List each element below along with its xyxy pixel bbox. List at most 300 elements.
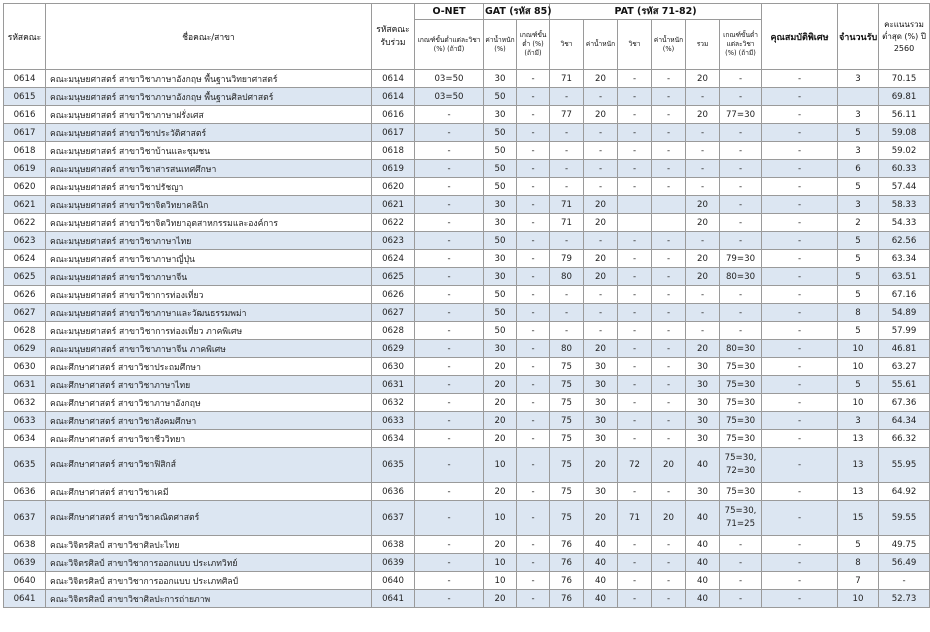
cell-pat-min: 75=30, 71=25 [720,501,762,536]
cell-gat-min: - [517,340,550,358]
table-row [4,196,930,214]
cell-faculty-name: คณะวิจิตรศิลป์ สาขาวิชาการออกแบบ ประเภทวิทย์ [46,554,372,572]
cell-gat-weight: 50 [484,160,517,178]
cell-gat-min: - [517,394,550,412]
cell-pat-weight-1: 20 [584,70,618,88]
cell-gat-weight: 50 [484,142,517,160]
cell-pat-weight-2 [652,214,686,232]
cell-pat-weight-2: - [652,394,686,412]
cell-gat-min: - [517,70,550,88]
cell-seats: 3 [838,70,879,88]
cell-pat-subject-1: - [550,124,584,142]
cell-faculty-code: 0615 [4,88,46,106]
cell-pat-min: 75=30 [720,483,762,501]
cell-pat-min: 77=30 [720,106,762,124]
cell-onet-min: - [415,376,484,394]
cell-onet-min: - [415,106,484,124]
cell-pat-weight-2: - [652,322,686,340]
cell-pat-weight-2: - [652,268,686,286]
cell-faculty-code: 0627 [4,304,46,322]
cell-gat-min: - [517,214,550,232]
cell-pat-subject-1: - [550,286,584,304]
cell-gat-weight: 20 [484,483,517,501]
cell-pat-subject-1: - [550,322,584,340]
cell-min-score: 54.89 [879,304,930,322]
cell-pat-total: 40 [686,572,720,590]
cell-pat-subject-2: - [618,340,652,358]
cell-seats: 3 [838,196,879,214]
cell-pat-subject-2: - [618,250,652,268]
cell-gat-weight: 50 [484,124,517,142]
cell-pat-weight-1: 40 [584,572,618,590]
cell-gat-min: - [517,304,550,322]
cell-pat-weight-2: - [652,142,686,160]
cell-pat-weight-1: 30 [584,412,618,430]
cell-gat-weight: 20 [484,394,517,412]
cell-gat-min: - [517,554,550,572]
cell-pat-weight-1: - [584,124,618,142]
cell-gat-min: - [517,160,550,178]
cell-pat-weight-2: - [652,358,686,376]
cell-pat-subject-2: - [618,358,652,376]
cell-pat-total: 40 [686,448,720,483]
cell-pat-subject-2: - [618,178,652,196]
cell-pat-min: 75=30 [720,430,762,448]
cell-special: - [762,554,838,572]
header-pat-total: รวม [686,20,720,70]
cell-pat-subject-2: - [618,376,652,394]
cell-gat-min: - [517,590,550,608]
cell-pat-weight-2: - [652,483,686,501]
cell-special: - [762,232,838,250]
cell-pat-subject-2: 72 [618,448,652,483]
cell-special: - [762,483,838,501]
cell-pat-weight-1: - [584,322,618,340]
cell-faculty-code: 0640 [4,572,46,590]
cell-admit-code: 0620 [372,178,415,196]
cell-faculty-code: 0636 [4,483,46,501]
cell-admit-code: 0617 [372,124,415,142]
cell-admit-code: 0627 [372,304,415,322]
cell-pat-min: 75=30 [720,412,762,430]
cell-gat-weight: 20 [484,430,517,448]
cell-gat-weight: 10 [484,572,517,590]
cell-special: - [762,322,838,340]
cell-faculty-code: 0618 [4,142,46,160]
cell-pat-subject-1: 76 [550,590,584,608]
cell-special: - [762,536,838,554]
cell-onet-min: - [415,358,484,376]
cell-seats: 13 [838,483,879,501]
cell-pat-total: 40 [686,590,720,608]
header-faculty-code: รหัสคณะ [4,4,46,70]
cell-faculty-code: 0641 [4,590,46,608]
cell-faculty-code: 0635 [4,448,46,483]
cell-pat-subject-1: 76 [550,572,584,590]
cell-faculty-name: คณะศึกษาศาสตร์ สาขาวิชาฟิสิกส์ [46,448,372,483]
cell-pat-min: - [720,232,762,250]
cell-faculty-name: คณะศึกษาศาสตร์ สาขาวิชาชีววิทยา [46,430,372,448]
cell-seats: 5 [838,232,879,250]
cell-faculty-code: 0623 [4,232,46,250]
cell-admit-code: 0628 [372,322,415,340]
cell-admit-code: 0614 [372,70,415,88]
cell-pat-min: - [720,536,762,554]
cell-pat-subject-2: - [618,394,652,412]
cell-pat-total: 30 [686,483,720,501]
cell-special: - [762,178,838,196]
cell-gat-min: - [517,196,550,214]
cell-admit-code: 0638 [372,536,415,554]
cell-pat-subject-1: 75 [550,501,584,536]
cell-seats: 10 [838,394,879,412]
table-row [4,394,930,412]
cell-pat-subject-1: 77 [550,106,584,124]
table-row [4,536,930,554]
cell-seats [838,88,879,106]
cell-pat-subject-1: 75 [550,448,584,483]
cell-min-score: 62.56 [879,232,930,250]
cell-pat-subject-1: 75 [550,394,584,412]
cell-admit-code: 0631 [372,376,415,394]
cell-admit-code: 0621 [372,196,415,214]
cell-seats: 5 [838,250,879,268]
cell-pat-subject-2 [618,196,652,214]
cell-pat-total: 40 [686,501,720,536]
header-pat-subject-2: วิชา [618,20,652,70]
table-row [4,501,930,536]
cell-special: - [762,412,838,430]
cell-faculty-name: คณะมนุษยศาสตร์ สาขาวิชาภาษาจีน [46,268,372,286]
cell-faculty-code: 0626 [4,286,46,304]
cell-gat-weight: 10 [484,554,517,572]
cell-faculty-code: 0632 [4,394,46,412]
cell-faculty-name: คณะวิจิตรศิลป์ สาขาวิชาศิลปะไทย [46,536,372,554]
cell-pat-weight-2: - [652,124,686,142]
cell-pat-weight-2: - [652,376,686,394]
table-row [4,124,930,142]
cell-pat-subject-2: - [618,106,652,124]
cell-special: - [762,160,838,178]
cell-pat-total: 30 [686,412,720,430]
header-pat-weight-1: ค่าน้ำหนัก [584,20,618,70]
cell-onet-min: - [415,536,484,554]
cell-admit-code: 0619 [372,160,415,178]
cell-special: - [762,358,838,376]
cell-min-score: 64.34 [879,412,930,430]
cell-pat-weight-1: 30 [584,430,618,448]
cell-pat-total: 40 [686,536,720,554]
cell-pat-total: - [686,322,720,340]
cell-pat-min: 79=30 [720,250,762,268]
cell-pat-total: - [686,178,720,196]
cell-gat-min: - [517,501,550,536]
cell-pat-subject-2: - [618,142,652,160]
cell-pat-subject-1: 80 [550,340,584,358]
cell-pat-total: 30 [686,394,720,412]
table-row [4,232,930,250]
cell-pat-subject-2: 71 [618,501,652,536]
cell-special: - [762,572,838,590]
cell-pat-subject-1: - [550,142,584,160]
cell-min-score: 56.11 [879,106,930,124]
cell-pat-total: - [686,304,720,322]
cell-admit-code: 0630 [372,358,415,376]
cell-min-score: 67.16 [879,286,930,304]
cell-pat-subject-1: 75 [550,483,584,501]
cell-pat-subject-1: - [550,88,584,106]
cell-pat-weight-2: - [652,554,686,572]
cell-seats: 8 [838,304,879,322]
cell-faculty-code: 0624 [4,250,46,268]
cell-pat-subject-2: - [618,286,652,304]
cell-pat-subject-2: - [618,554,652,572]
cell-faculty-name: คณะมนุษยศาสตร์ สาขาวิชาภาษาจีน ภาคพิเศษ [46,340,372,358]
cell-special: - [762,268,838,286]
cell-min-score: 46.81 [879,340,930,358]
cell-min-score: 60.33 [879,160,930,178]
cell-pat-weight-1: - [584,304,618,322]
cell-faculty-name: คณะมนุษยศาสตร์ สาขาวิชาภาษาไทย [46,232,372,250]
admission-criteria-table [3,3,930,608]
cell-pat-weight-2: - [652,590,686,608]
cell-pat-min: - [720,214,762,232]
cell-pat-weight-1: 40 [584,590,618,608]
cell-gat-min: - [517,412,550,430]
cell-gat-weight: 20 [484,412,517,430]
cell-pat-weight-2: - [652,178,686,196]
cell-seats: 10 [838,358,879,376]
cell-seats: 5 [838,178,879,196]
cell-pat-weight-2: - [652,250,686,268]
cell-pat-subject-1: 76 [550,554,584,572]
cell-gat-min: - [517,430,550,448]
cell-pat-min: - [720,70,762,88]
cell-faculty-name: คณะศึกษาศาสตร์ สาขาวิชาเคมี [46,483,372,501]
cell-gat-weight: 50 [484,304,517,322]
cell-seats: 5 [838,286,879,304]
cell-faculty-code: 0628 [4,322,46,340]
cell-pat-weight-2: - [652,430,686,448]
cell-pat-weight-1: 20 [584,214,618,232]
cell-pat-subject-2: - [618,536,652,554]
cell-onet-min: - [415,412,484,430]
cell-onet-min: - [415,214,484,232]
cell-faculty-name: คณะศึกษาศาสตร์ สาขาวิชาภาษาอังกฤษ [46,394,372,412]
cell-pat-weight-2 [652,196,686,214]
cell-admit-code: 0614 [372,88,415,106]
cell-special: - [762,250,838,268]
cell-gat-weight: 50 [484,322,517,340]
cell-pat-subject-2: - [618,322,652,340]
cell-min-score: - [879,572,930,590]
cell-faculty-code: 0622 [4,214,46,232]
cell-onet-min: - [415,340,484,358]
cell-gat-min: - [517,88,550,106]
cell-pat-min: - [720,196,762,214]
header-seats: จำนวนรับ [838,4,879,70]
table-row [4,448,930,483]
cell-faculty-name: คณะศึกษาศาสตร์ สาขาวิชาสังคมศึกษา [46,412,372,430]
cell-faculty-name: คณะมนุษยศาสตร์ สาขาวิชาบ้านและชุมชน [46,142,372,160]
table-row [4,142,930,160]
cell-special: - [762,196,838,214]
cell-gat-min: - [517,483,550,501]
cell-faculty-code: 0620 [4,178,46,196]
cell-onet-min: - [415,572,484,590]
cell-seats: 8 [838,554,879,572]
cell-faculty-name: คณะมนุษยศาสตร์ สาขาวิชาภาษาอังกฤษ พื้นฐานวิทยาศาสตร์ [46,70,372,88]
cell-special: - [762,590,838,608]
cell-special: - [762,214,838,232]
cell-faculty-code: 0639 [4,554,46,572]
cell-faculty-code: 0631 [4,376,46,394]
table-row [4,554,930,572]
cell-pat-weight-1: 20 [584,268,618,286]
cell-pat-min: - [720,304,762,322]
cell-pat-total: - [686,124,720,142]
header-gat-weight: ค่าน้ำหนัก (%) [484,20,517,70]
cell-pat-subject-1: 75 [550,430,584,448]
cell-pat-weight-1: - [584,142,618,160]
cell-special: - [762,124,838,142]
cell-special: - [762,501,838,536]
table-row [4,106,930,124]
cell-pat-total: 20 [686,268,720,286]
cell-admit-code: 0632 [372,394,415,412]
cell-pat-subject-2: - [618,572,652,590]
cell-gat-min: - [517,536,550,554]
cell-pat-total: 30 [686,358,720,376]
cell-onet-min: - [415,196,484,214]
cell-faculty-name: คณะวิจิตรศิลป์ สาขาวิชาศิลปะการถ่ายภาพ [46,590,372,608]
cell-admit-code: 0618 [372,142,415,160]
cell-pat-weight-1: 20 [584,196,618,214]
cell-onet-min: - [415,501,484,536]
cell-gat-min: - [517,286,550,304]
cell-pat-total: 20 [686,214,720,232]
table-row [4,250,930,268]
cell-min-score: 56.49 [879,554,930,572]
cell-special: - [762,70,838,88]
cell-faculty-name: คณะมนุษยศาสตร์ สาขาวิชาจิตวิทยาคลินิก [46,196,372,214]
cell-pat-min: 75=30 [720,394,762,412]
cell-onet-min: - [415,268,484,286]
cell-min-score: 57.44 [879,178,930,196]
cell-faculty-code: 0625 [4,268,46,286]
cell-gat-min: - [517,448,550,483]
table-row [4,268,930,286]
cell-pat-subject-1: - [550,160,584,178]
cell-pat-total: 20 [686,106,720,124]
cell-min-score: 52.73 [879,590,930,608]
cell-pat-weight-1: - [584,178,618,196]
cell-min-score: 49.75 [879,536,930,554]
cell-onet-min: - [415,250,484,268]
cell-gat-weight: 30 [484,340,517,358]
table-row [4,178,930,196]
cell-pat-weight-2: - [652,88,686,106]
table-row [4,70,930,88]
cell-pat-min: 75=30 [720,376,762,394]
cell-gat-weight: 50 [484,232,517,250]
table-row [4,483,930,501]
cell-faculty-name: คณะมนุษยศาสตร์ สาขาวิชาจิตวิทยาอุตสาหกรรมและองค์การ [46,214,372,232]
cell-pat-weight-2: - [652,286,686,304]
cell-gat-weight: 50 [484,88,517,106]
cell-onet-min: - [415,232,484,250]
cell-pat-weight-1: 20 [584,448,618,483]
header-pat: PAT (รหัส 71-82) [550,4,762,20]
cell-admit-code: 0637 [372,501,415,536]
cell-pat-weight-2: - [652,232,686,250]
cell-pat-weight-2: - [652,160,686,178]
cell-min-score: 63.27 [879,358,930,376]
cell-admit-code: 0634 [372,430,415,448]
cell-faculty-name: คณะมนุษยศาสตร์ สาขาวิชาภาษาญี่ปุ่น [46,250,372,268]
cell-min-score: 59.55 [879,501,930,536]
cell-faculty-name: คณะมนุษยศาสตร์ สาขาวิชาภาษาอังกฤษ พื้นฐานศิลปศาสตร์ [46,88,372,106]
cell-pat-weight-2: 20 [652,448,686,483]
cell-min-score: 64.92 [879,483,930,501]
cell-min-score: 58.33 [879,196,930,214]
cell-faculty-name: คณะมนุษยศาสตร์ สาขาวิชาสารสนเทศศึกษา [46,160,372,178]
cell-pat-subject-1: 80 [550,268,584,286]
cell-min-score: 55.95 [879,448,930,483]
cell-onet-min: - [415,124,484,142]
table-row [4,430,930,448]
cell-onet-min: - [415,394,484,412]
cell-gat-weight: 20 [484,536,517,554]
cell-pat-total: - [686,160,720,178]
cell-pat-subject-2: - [618,590,652,608]
cell-seats: 5 [838,536,879,554]
cell-gat-min: - [517,232,550,250]
header-gat: GAT (รหัส 85) [484,4,550,20]
cell-faculty-code: 0637 [4,501,46,536]
cell-pat-weight-2: - [652,70,686,88]
cell-faculty-name: คณะศึกษาศาสตร์ สาขาวิชาภาษาไทย [46,376,372,394]
cell-special: - [762,142,838,160]
table-row [4,590,930,608]
cell-pat-subject-1: 76 [550,536,584,554]
cell-pat-subject-1: 71 [550,196,584,214]
cell-seats: 3 [838,142,879,160]
cell-pat-weight-2: - [652,304,686,322]
cell-gat-weight: 50 [484,178,517,196]
cell-pat-min: - [720,160,762,178]
cell-pat-total: - [686,142,720,160]
cell-onet-min: - [415,304,484,322]
cell-gat-min: - [517,106,550,124]
cell-special: - [762,394,838,412]
cell-pat-weight-1: 30 [584,394,618,412]
cell-gat-min: - [517,178,550,196]
cell-faculty-code: 0614 [4,70,46,88]
cell-faculty-name: คณะมนุษยศาสตร์ สาขาวิชาประวัติศาสตร์ [46,124,372,142]
cell-gat-min: - [517,268,550,286]
cell-admit-code: 0622 [372,214,415,232]
cell-gat-weight: 10 [484,501,517,536]
cell-faculty-name: คณะมนุษยศาสตร์ สาขาวิชาภาษาและวัฒนธรรมพม่า [46,304,372,322]
cell-seats: 5 [838,322,879,340]
cell-pat-subject-2: - [618,124,652,142]
cell-pat-weight-1: 40 [584,554,618,572]
cell-pat-weight-1: 30 [584,358,618,376]
cell-pat-weight-1: 20 [584,340,618,358]
cell-pat-weight-1: - [584,160,618,178]
cell-admit-code: 0633 [372,412,415,430]
